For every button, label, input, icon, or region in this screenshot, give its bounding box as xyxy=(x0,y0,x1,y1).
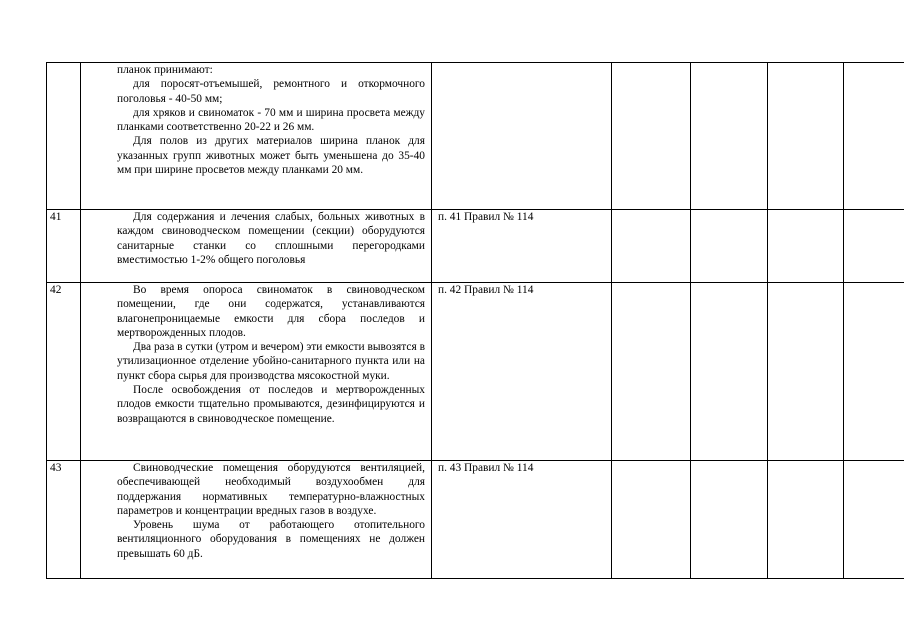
requirement-paragraph: Свиноводческие помещения оборудуются вентиляцией, обеспечивающей необходимый воздухообмен для поддержания нормативных температурно-влажностных параметров и концентрации вредных газов в воздухе. xyxy=(117,462,425,517)
requirement-text-cell xyxy=(81,63,432,210)
answer-no-cell[interactable] xyxy=(691,63,768,210)
table-row xyxy=(47,63,904,210)
notes-cell[interactable] xyxy=(844,283,904,461)
table-row xyxy=(47,461,904,579)
requirement-paragraph: Уровень шума от работающего отопительного вентиляционного оборудования в помещениях не должен превышать 60 дБ. xyxy=(117,519,425,560)
answer-na-cell[interactable] xyxy=(768,283,844,461)
requirement-paragraph: Для полов из других материалов ширина планок для указанных групп животных может быть уменьшена до 35-40 мм при ширине просветов между планками 20 мм. xyxy=(117,135,425,177)
requirement-paragraph: Для содержания и лечения слабых, больных животных в каждом свиноводческом помещении (секции) оборудуются санитарные станки со сплошными перегородками вместимостью 1-2% общего поголовья xyxy=(117,211,425,266)
answer-no-cell[interactable] xyxy=(691,210,768,283)
answer-no-cell[interactable] xyxy=(691,283,768,461)
requirement-text-cell xyxy=(81,283,432,461)
row-number-cell: 42 xyxy=(47,283,81,461)
answer-yes-cell[interactable] xyxy=(612,210,691,283)
requirement-paragraph: для поросят-отъемышей, ремонтного и откормочного поголовья - 40-50 мм; xyxy=(117,78,425,105)
requirement-paragraph: Во время опороса свиноматок в свиноводческом помещении, где они содержатся, устанавливаются влагонепроницаемые емкости для сбора последов и мертворожденных плодов. xyxy=(117,284,425,339)
notes-cell[interactable] xyxy=(844,210,904,283)
requirement-text-cell xyxy=(81,461,432,579)
answer-yes-cell[interactable] xyxy=(612,461,691,579)
legal-reference-cell: п. 43 Правил № 114 xyxy=(432,461,612,579)
answer-na-cell[interactable] xyxy=(768,210,844,283)
requirement-paragraph: планок принимают: xyxy=(117,64,213,76)
requirement-paragraph: для хряков и свиноматок - 70 мм и ширина просвета между планками соответственно 20-22 и 26 мм. xyxy=(117,106,425,134)
notes-cell[interactable] xyxy=(844,461,904,579)
answer-na-cell[interactable] xyxy=(768,461,844,579)
requirement-paragraph: После освобождения от последов и мертворожденных плодов емкости тщательно промываются, дезинфицируются и возвращаются в свиноводческое помещение. xyxy=(117,384,425,425)
notes-cell[interactable] xyxy=(844,63,904,210)
row-number-cell: 41 xyxy=(47,210,81,283)
requirements-table xyxy=(46,62,904,579)
table-body xyxy=(47,63,904,579)
answer-no-cell[interactable] xyxy=(691,461,768,579)
row-number-cell xyxy=(47,63,81,210)
answer-na-cell[interactable] xyxy=(768,63,844,210)
row-number-cell: 43 xyxy=(47,461,81,579)
legal-reference-cell: п. 41 Правил № 114 xyxy=(432,210,612,283)
table-row xyxy=(47,283,904,461)
requirement-text-cell xyxy=(81,210,432,283)
requirement-paragraph: Два раза в сутки (утром и вечером) эти емкости вывозятся в утилизационное отделение убойно-санитарного пункта или на пункт сбора сырья для производства мясокостной муки. xyxy=(117,341,425,382)
answer-yes-cell[interactable] xyxy=(612,63,691,210)
table-row xyxy=(47,210,904,283)
answer-yes-cell[interactable] xyxy=(612,283,691,461)
legal-reference-cell xyxy=(432,63,612,210)
legal-reference-cell: п. 42 Правил № 114 xyxy=(432,283,612,461)
